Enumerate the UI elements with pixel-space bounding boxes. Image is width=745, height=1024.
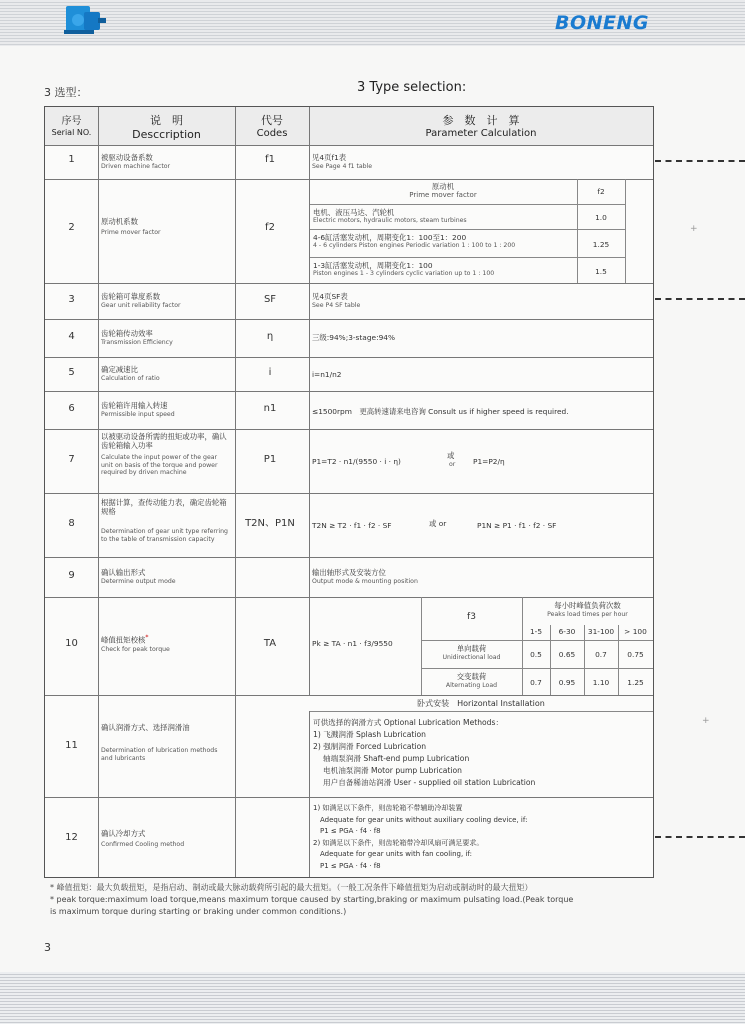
row-desc-en: Calculate the input power of the gear unit on basis of the torque and power required by driven machine [101, 454, 218, 476]
row-no: 1 [68, 154, 75, 165]
col-code-cn: 代号 [261, 114, 283, 127]
type-selection-table [44, 106, 654, 878]
row-desc-en: Determination of gear unit type referring to the table of transmission capacity [101, 528, 228, 543]
table-row [45, 179, 653, 284]
cut-mark [655, 160, 745, 162]
prime-mover-head-cn: 原动机 [431, 182, 455, 191]
cooling-item: P1 ≤ PGA · f4 · f8 [313, 827, 381, 835]
row-param-en: See P4 SF table [312, 302, 361, 309]
table-row [45, 391, 653, 430]
cooling-item: 2) 如满足以下条件，则齿轮箱带冷却风扇可满足要求。 [313, 838, 484, 847]
row-no: 8 [68, 518, 75, 529]
row-code: f1 [265, 154, 275, 165]
table-row [45, 145, 653, 180]
row-code: i [268, 367, 272, 378]
f2-value: 1.25 [592, 240, 610, 249]
row-param-cn: 输出轴形式及安装方位 [312, 568, 386, 577]
row-no: 12 [65, 832, 78, 843]
uni-load-cn: 单向载荷 [456, 644, 487, 653]
row-param-cn: 见4页SF表 [312, 292, 348, 301]
prime-mover-cn: 电机、液压马达、汽轮机 [313, 208, 395, 217]
footnote-en-2: is maximum torque during starting or braking under common conditions.) [50, 907, 347, 916]
f3-value: 0.65 [558, 650, 576, 659]
row-desc-cn: 齿轮箱传动效率 [101, 329, 153, 338]
col-param-cn: 参 数 计 算 [442, 114, 520, 127]
input-power-formula-alt: P1=P2/η [473, 457, 505, 466]
row-desc-cn: 确认输出形式 [101, 568, 146, 577]
f3-value: 0.75 [627, 650, 644, 659]
row-no: 7 [68, 454, 75, 465]
lubrication-list [313, 717, 535, 789]
row-desc-cn: 原动机系数 [101, 217, 138, 226]
row-desc-cn: 被驱动设备系数 [101, 153, 153, 162]
alt-load-cn: 交变载荷 [456, 672, 487, 681]
row-desc-en: Determination of lubrication methods and lubricants [101, 747, 218, 762]
footer-band [0, 972, 745, 1024]
row-desc-cn: 以被驱动设备所需的扭矩或功率，确认齿轮箱输入功率 [101, 432, 227, 450]
table-row: 10 峰值扭矩校核* Check for peak torque TA Pk ≥ TA · n1 · f3/9550 f3 每小时峰值负荷次数 Peaks load times per hour 1-5 6-30 31-100 > 100 单向载荷 Unidirectional load 0.5 0.65 0.7 0.75 交变载荷 Alternating Load 0.7 0.95 1.10 1.25 [45, 597, 653, 696]
section-title-cn: 3 选型： [44, 86, 88, 99]
lubrication-item: 1) 飞溅润滑 Splash Lubrication [313, 730, 426, 739]
col-divider [309, 107, 310, 695]
table-row [45, 283, 653, 320]
row-desc-cn: 确定减速比 [101, 365, 138, 374]
prime-mover-en: Electric motors, hydraulic motors, steam turbines [313, 217, 467, 224]
cooling-list [313, 803, 527, 872]
cooling-item: Adequate for gear units with fan cooling, if: [313, 850, 472, 858]
input-power-formula: P1=T2 · n1/(9550 · i · η) [312, 457, 401, 466]
or-label: 或 or [429, 519, 447, 528]
registration-mark: + [690, 224, 698, 234]
f3-value: 0.5 [530, 650, 542, 659]
or-en: or [449, 461, 456, 468]
col-desc-en: Desccription [132, 128, 201, 141]
row-no: 2 [68, 222, 75, 233]
gear-capacity-formula: T2N ≥ T2 · f1 · f2 · SF [312, 521, 392, 530]
f3-label: f3 [467, 612, 476, 622]
row-desc-cn: 确认润滑方式、选择润滑油 [101, 723, 190, 732]
row-desc-cn: 根据计算，查传动能力表，确定齿轮箱规格 [101, 498, 227, 516]
row-desc-en: Driven machine factor [101, 163, 171, 170]
gearbox-logo-icon [62, 0, 110, 38]
cut-mark [655, 298, 745, 300]
lubrication-item: 用户自备稀油站润滑 User - supplied oil station Lubrication [313, 778, 536, 787]
row-param-en: See Page 4 f1 table [312, 163, 373, 170]
row-desc-en: Check for peak torque [101, 646, 170, 653]
col-divider [309, 711, 310, 877]
range-label: 31-100 [587, 627, 615, 636]
row-param-cn: 见4页f1表 [312, 153, 347, 162]
range-label: > 100 [624, 627, 647, 636]
range-label: 1-5 [529, 627, 543, 636]
row-no: 6 [68, 403, 75, 414]
prime-mover-cn: 1-3缸活塞发动机，周期变化1：100 [313, 261, 433, 270]
lubrication-item: 可供选择的润滑方式 Optional Lubrication Methods： [313, 718, 504, 727]
prime-mover-en: Piston engines 1 - 3 cylinders cyclic variation up to 1 : 100 [313, 270, 495, 277]
row-code: TA [263, 638, 277, 649]
table-row [45, 557, 653, 598]
row-param-en: Output mode & mounting position [312, 578, 418, 585]
row-desc-en: Gear unit reliability factor [101, 302, 181, 309]
cut-mark [655, 836, 745, 838]
lubrication-item: 电机油泵润滑 Motor pump Lubrication [313, 766, 462, 775]
table-header [45, 107, 653, 146]
row-desc-en: Permissible input speed [101, 411, 175, 418]
cooling-item: Adequate for gear units without auxiliary cooling device, if: [313, 815, 528, 824]
row-desc-cn: 齿轮箱可靠度系数 [101, 292, 161, 301]
row-code: SF [263, 294, 277, 305]
col-divider [235, 107, 236, 877]
f2-head: f2 [597, 187, 605, 196]
row-no: 4 [68, 331, 75, 342]
f3-value: 0.95 [558, 678, 576, 687]
row-param: i=n1/n2 [312, 370, 342, 379]
range-label: 6-30 [558, 627, 576, 636]
table-row [45, 493, 653, 558]
peak-torque-formula: Pk ≥ TA · n1 · f3/9550 [312, 639, 393, 648]
f2-value: 1.0 [595, 213, 607, 222]
prime-mover-cn: 4-6缸活塞发动机，周期变化1：100至1：200 [313, 233, 467, 242]
row-code: f2 [265, 222, 275, 233]
table-row [45, 695, 653, 798]
row-desc-cn: 确认冷却方式 [101, 829, 146, 838]
or-cn: 或 [447, 451, 455, 460]
table-row [45, 319, 653, 358]
col-code-en: Codes [256, 128, 288, 139]
row-no: 9 [68, 570, 75, 581]
row-desc-en: Transmission Efficiency [101, 339, 173, 346]
prime-mover-en: 4 - 6 cylinders Piston engines Periodic variation 1 : 100 to 1 : 200 [313, 242, 516, 249]
col-param-en: Parameter Calculation [425, 128, 537, 139]
row-no: 5 [68, 367, 75, 378]
row-desc-en: Calculation of ratio [101, 375, 160, 382]
row-code: η [266, 331, 274, 342]
gear-capacity-formula-alt: P1N ≥ P1 · f1 · f2 · SF [477, 521, 557, 530]
row-desc-cn: 齿轮箱许用输入转速 [101, 401, 168, 410]
footnote-en-1: * peak torque:maximum load torque,means maximum torque caused by starting,braking or maximum pulsating load.(Peak torque [50, 895, 574, 904]
f3-value: 1.10 [592, 678, 610, 687]
table-row [45, 357, 653, 392]
row-code: n1 [263, 403, 277, 414]
row-desc-en: Confirmed Cooling method [101, 841, 185, 848]
row-param: ≤1500rpm 更高转速请来电咨询 Consult us if higher speed is required. [312, 407, 569, 416]
row-desc-en: Determine output mode [101, 578, 176, 585]
installation-label: 卧式安装 Horizontal Installation [417, 699, 545, 708]
table-row [45, 429, 653, 494]
lubrication-item: 轴端泵润滑 Shaft-end pump Lubrication [313, 754, 470, 763]
uni-load-en: Unidirectional load [442, 654, 501, 661]
f3-value: 0.7 [595, 650, 607, 659]
cooling-item: 1) 如满足以下条件，则齿轮箱不带辅助冷却装置 [313, 804, 463, 812]
f2-value: 1.5 [595, 267, 607, 276]
alt-load-en: Alternating Load [445, 682, 498, 689]
brand-logo: BONENG [554, 12, 649, 34]
row-no: 3 [68, 294, 75, 305]
col-desc-cn: 说 明 [150, 114, 183, 127]
f3-value: 1.25 [627, 678, 644, 687]
footnote-cn: * 峰值扭矩：最大负载扭矩，是指启动、制动或最大脉动载荷所引起的最大扭矩。（一般工况条件下峰值扭矩为启动或制动时的最大扭矩） [50, 883, 533, 892]
table-row [45, 797, 653, 877]
prime-mover-head-en: Prime mover factor [409, 191, 477, 199]
peaks-head-en: Peaks load times per hour [547, 611, 628, 618]
row-code: P1 [263, 454, 277, 465]
row-desc-en: Prime mover factor [101, 229, 161, 236]
f3-value: 0.7 [530, 678, 542, 687]
lubrication-item: 2) 强制润滑 Forced Lubrication [313, 742, 427, 751]
row-code: T2N、P1N [245, 518, 295, 529]
row-no: 10 [65, 638, 78, 649]
registration-mark: + [702, 716, 710, 726]
page-number: 3 [44, 941, 51, 954]
col-serial-cn: 序号 [61, 116, 82, 127]
row-desc-cn: 峰值扭矩校核 [101, 635, 146, 645]
col-divider [98, 107, 99, 877]
row-no: 11 [65, 740, 78, 751]
row-param: 三级:94%;3-stage:94% [312, 333, 395, 342]
section-title-en: 3 Type selection: [357, 80, 467, 95]
peaks-head-cn: 每小时峰值负荷次数 [554, 601, 621, 610]
col-serial-en: Serial NO. [51, 128, 92, 137]
cooling-item: P1 ≤ PGA · f4 · f8 [313, 861, 381, 870]
